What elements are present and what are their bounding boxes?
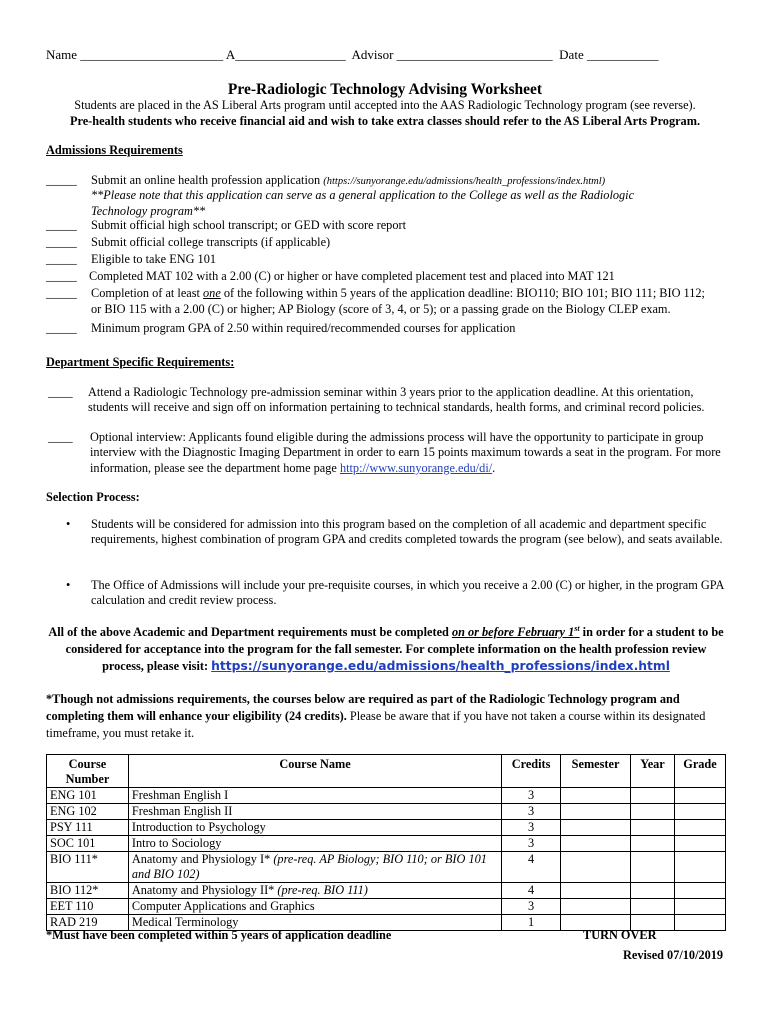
admissions-item-3-text: Submit official college transcripts (if applicable) bbox=[91, 235, 331, 249]
subtitle-financial-aid: Pre-health students who receive financial aid and wish to take extra classes should refer to the AS Liberal Arts Program. bbox=[69, 114, 701, 128]
semester-cell[interactable] bbox=[561, 852, 631, 883]
table-row bbox=[47, 804, 726, 820]
a-label: A bbox=[225, 47, 236, 62]
year-cell[interactable] bbox=[631, 852, 675, 883]
name-label: Name bbox=[46, 47, 78, 62]
admissions-item-4-text: Eligible to take ENG 101 bbox=[91, 252, 216, 266]
table-row bbox=[47, 883, 726, 899]
department-item-1 bbox=[48, 385, 728, 416]
application-url: (https://sunyorange.edu/admissions/health_professions/index.html) bbox=[323, 176, 606, 187]
bullet-icon: • bbox=[66, 517, 71, 531]
subtitle-placement: Students are placed in the AS Liberal Arts program until accepted into the AAS Radiologic Technology program (see reverse). bbox=[74, 98, 696, 112]
checkbox-blank[interactable]: _____ bbox=[46, 235, 77, 249]
admissions-heading: Admissions Requirements bbox=[46, 143, 183, 157]
course-name: Freshman English I bbox=[128, 788, 501, 804]
semester-cell[interactable] bbox=[561, 883, 631, 899]
selection-bullet-1: Students will be considered for admission into this program based on the completion of all academic and department specific requirements, highest combination of program GPA and credits completed towards the program (see below), and seats available. bbox=[91, 517, 723, 547]
grade-cell[interactable] bbox=[674, 883, 725, 899]
date-label: Date bbox=[559, 47, 584, 62]
course-credits: 3 bbox=[502, 788, 561, 804]
course-name: Introduction to Psychology bbox=[128, 820, 501, 836]
deadline-date: on or before February 1 bbox=[451, 625, 575, 640]
header-year: Year bbox=[631, 755, 675, 788]
course-number: PSY 111 bbox=[47, 820, 129, 836]
department-home-link[interactable]: http://www.sunyorange.edu/di/ bbox=[339, 460, 493, 475]
course-credits: 3 bbox=[502, 899, 561, 915]
department-item-2 bbox=[48, 430, 728, 476]
header-semester: Semester bbox=[561, 755, 631, 788]
turn-over: TURN OVER bbox=[583, 928, 657, 942]
deadline-sup: st bbox=[574, 624, 580, 633]
header-course-name: Course Name bbox=[128, 755, 501, 788]
semester-cell[interactable] bbox=[561, 836, 631, 852]
course-number: ENG 102 bbox=[47, 804, 129, 820]
admissions-item-4 bbox=[46, 252, 726, 267]
admissions-item-5 bbox=[46, 269, 726, 284]
course-credits: 3 bbox=[502, 836, 561, 852]
table-row bbox=[47, 899, 726, 915]
table-header-row bbox=[47, 755, 726, 788]
grade-cell[interactable] bbox=[674, 899, 725, 915]
advisor-label: Advisor bbox=[351, 47, 394, 62]
course-number: RAD 219 bbox=[47, 915, 129, 931]
courses-note bbox=[46, 691, 730, 742]
year-cell[interactable] bbox=[631, 820, 675, 836]
checkbox-blank[interactable]: _____ bbox=[46, 269, 77, 283]
bullet-icon: • bbox=[66, 578, 71, 592]
deadline-pre: All of the above Academic and Department requirements must be completed bbox=[48, 625, 449, 640]
admissions-item-1-text: Submit an online health profession application bbox=[91, 173, 321, 187]
courses-note-normal: Please be aware that if you have not taken a course within its designated timeframe, you must retake it. bbox=[46, 709, 706, 740]
course-number: BIO 112* bbox=[47, 883, 129, 899]
year-cell[interactable] bbox=[631, 804, 675, 820]
course-name: Computer Applications and Graphics bbox=[128, 899, 501, 915]
course-prereq: (pre-req. BIO 111) bbox=[277, 883, 368, 897]
course-name: Freshman English II bbox=[128, 804, 501, 820]
grade-cell[interactable] bbox=[674, 820, 725, 836]
year-cell[interactable] bbox=[631, 836, 675, 852]
table-row bbox=[47, 820, 726, 836]
grade-cell[interactable] bbox=[674, 804, 725, 820]
year-cell[interactable] bbox=[631, 788, 675, 804]
admissions-item-3 bbox=[46, 235, 726, 250]
admissions-item-1 bbox=[46, 173, 726, 219]
department-item-1-text: Attend a Radiologic Technology pre-admission seminar within 3 years prior to the application deadline. At this orientation, students will receive and sign off on information pertaining to technical standards, health forms, and criminal record policies. bbox=[88, 385, 705, 415]
table-row bbox=[47, 836, 726, 852]
course-number: BIO 111* bbox=[47, 852, 129, 883]
checkbox-blank[interactable]: ____ bbox=[48, 430, 73, 444]
checkbox-blank[interactable]: _____ bbox=[46, 321, 77, 335]
admissions-item-5-text: Completed MAT 102 with a 2.00 (C) or higher or have completed placement test and placed into MAT 121 bbox=[89, 269, 615, 283]
grade-cell[interactable] bbox=[674, 915, 725, 931]
course-credits: 3 bbox=[502, 820, 561, 836]
course-name: Intro to Sociology bbox=[128, 836, 501, 852]
year-cell[interactable] bbox=[631, 899, 675, 915]
selection-bullet-2: The Office of Admissions will include your pre-requisite courses, in which you receive a 2.00 (C) or higher, in the program GPA calculation and credit review process. bbox=[91, 578, 724, 608]
admissions-item-7-text: Minimum program GPA of 2.50 within required/recommended courses for application bbox=[91, 321, 516, 335]
item6-line2: or BIO 115 with a 2.00 (C) or higher; AP Biology (score of 3, 4, or 5); or a passing grade on the Biology CLEP exam. bbox=[91, 302, 671, 317]
table-row bbox=[47, 852, 726, 883]
department-item-2-end: . bbox=[492, 460, 496, 475]
header-grade: Grade bbox=[674, 755, 725, 788]
course-credits: 4 bbox=[502, 852, 561, 883]
year-cell[interactable] bbox=[631, 883, 675, 899]
semester-cell[interactable] bbox=[561, 820, 631, 836]
semester-cell[interactable] bbox=[561, 788, 631, 804]
admissions-item-6 bbox=[46, 286, 726, 318]
footer-note: *Must have been completed within 5 years of application deadline bbox=[46, 928, 392, 942]
checkbox-blank[interactable]: ____ bbox=[48, 385, 73, 399]
revised-date: Revised 07/10/2019 bbox=[623, 948, 724, 962]
course-prereq: (pre-req. AP Biology; BIO 110; or BIO 101 and BIO 102) bbox=[131, 852, 487, 881]
header-fields: Name ______________________ A_________________ Advisor ________________________ Date ___________ bbox=[46, 47, 659, 62]
item6-pre: Completion of at least bbox=[91, 286, 200, 300]
course-credits: 4 bbox=[502, 883, 561, 899]
checkbox-blank[interactable]: _____ bbox=[46, 173, 77, 187]
item6-one: one bbox=[203, 286, 221, 300]
course-number: SOC 101 bbox=[47, 836, 129, 852]
checkbox-blank[interactable]: _____ bbox=[46, 252, 77, 266]
courses-note-bold: *Though not admissions requirements, the courses below are required as part of the Radiologic Technology program and completing them will enhance your eligibility (24 credits). bbox=[46, 692, 680, 723]
grade-cell[interactable] bbox=[674, 836, 725, 852]
admissions-item-2-text: Submit official high school transcript; or GED with score report bbox=[91, 218, 406, 232]
deadline-post: in order for a student to be considered for acceptance into the program for the fall semester. For complete information on the health profession review bbox=[65, 625, 724, 657]
course-number: EET 110 bbox=[47, 899, 129, 915]
item6-post: of the following within 5 years of the application deadline: BIO110; BIO 101; BIO 111; BIO 112; bbox=[223, 286, 705, 300]
department-heading: Department Specific Requirements: bbox=[46, 355, 235, 369]
grade-cell[interactable] bbox=[674, 788, 725, 804]
course-name: Medical Terminology bbox=[128, 915, 501, 931]
course-credits: 3 bbox=[502, 804, 561, 820]
course-name bbox=[128, 883, 501, 899]
semester-cell[interactable] bbox=[561, 804, 631, 820]
admissions-item-2 bbox=[46, 218, 726, 233]
application-note: **Please note that this application can serve as a general application to the College as well as the Radiologic Technology program** bbox=[91, 188, 635, 218]
course-name bbox=[128, 852, 501, 883]
health-professions-link[interactable]: https://sunyorange.edu/admissions/health_professions/index.html bbox=[211, 659, 670, 674]
selection-heading: Selection Process: bbox=[46, 490, 140, 504]
header-course-number: Course Number bbox=[47, 755, 129, 788]
semester-cell[interactable] bbox=[561, 899, 631, 915]
deadline-visit: process, please visit: bbox=[102, 659, 209, 674]
department-item-2-text: Optional interview: Applicants found eligible during the admissions process will have the opportunity to participate in group interview with the Diagnostic Imaging Department in order to earn 15 points maximum towards a seat in the program. For more information, please see the department home page bbox=[90, 430, 721, 475]
admissions-item-7 bbox=[46, 321, 726, 336]
grade-cell[interactable] bbox=[674, 852, 725, 883]
table-row bbox=[47, 788, 726, 804]
courses-table bbox=[46, 754, 726, 931]
header-credits: Credits bbox=[502, 755, 561, 788]
deadline-paragraph bbox=[44, 620, 728, 675]
course-name-text: Anatomy and Physiology I* bbox=[131, 852, 271, 866]
course-name-text: Anatomy and Physiology II* bbox=[131, 883, 275, 897]
page-title: Pre-Radiologic Technology Advising Worksheet bbox=[227, 81, 543, 98]
checkbox-blank[interactable]: _____ bbox=[46, 218, 77, 232]
course-credits: 1 bbox=[502, 915, 561, 931]
checkbox-blank[interactable]: _____ bbox=[46, 286, 77, 300]
course-number: ENG 101 bbox=[47, 788, 129, 804]
